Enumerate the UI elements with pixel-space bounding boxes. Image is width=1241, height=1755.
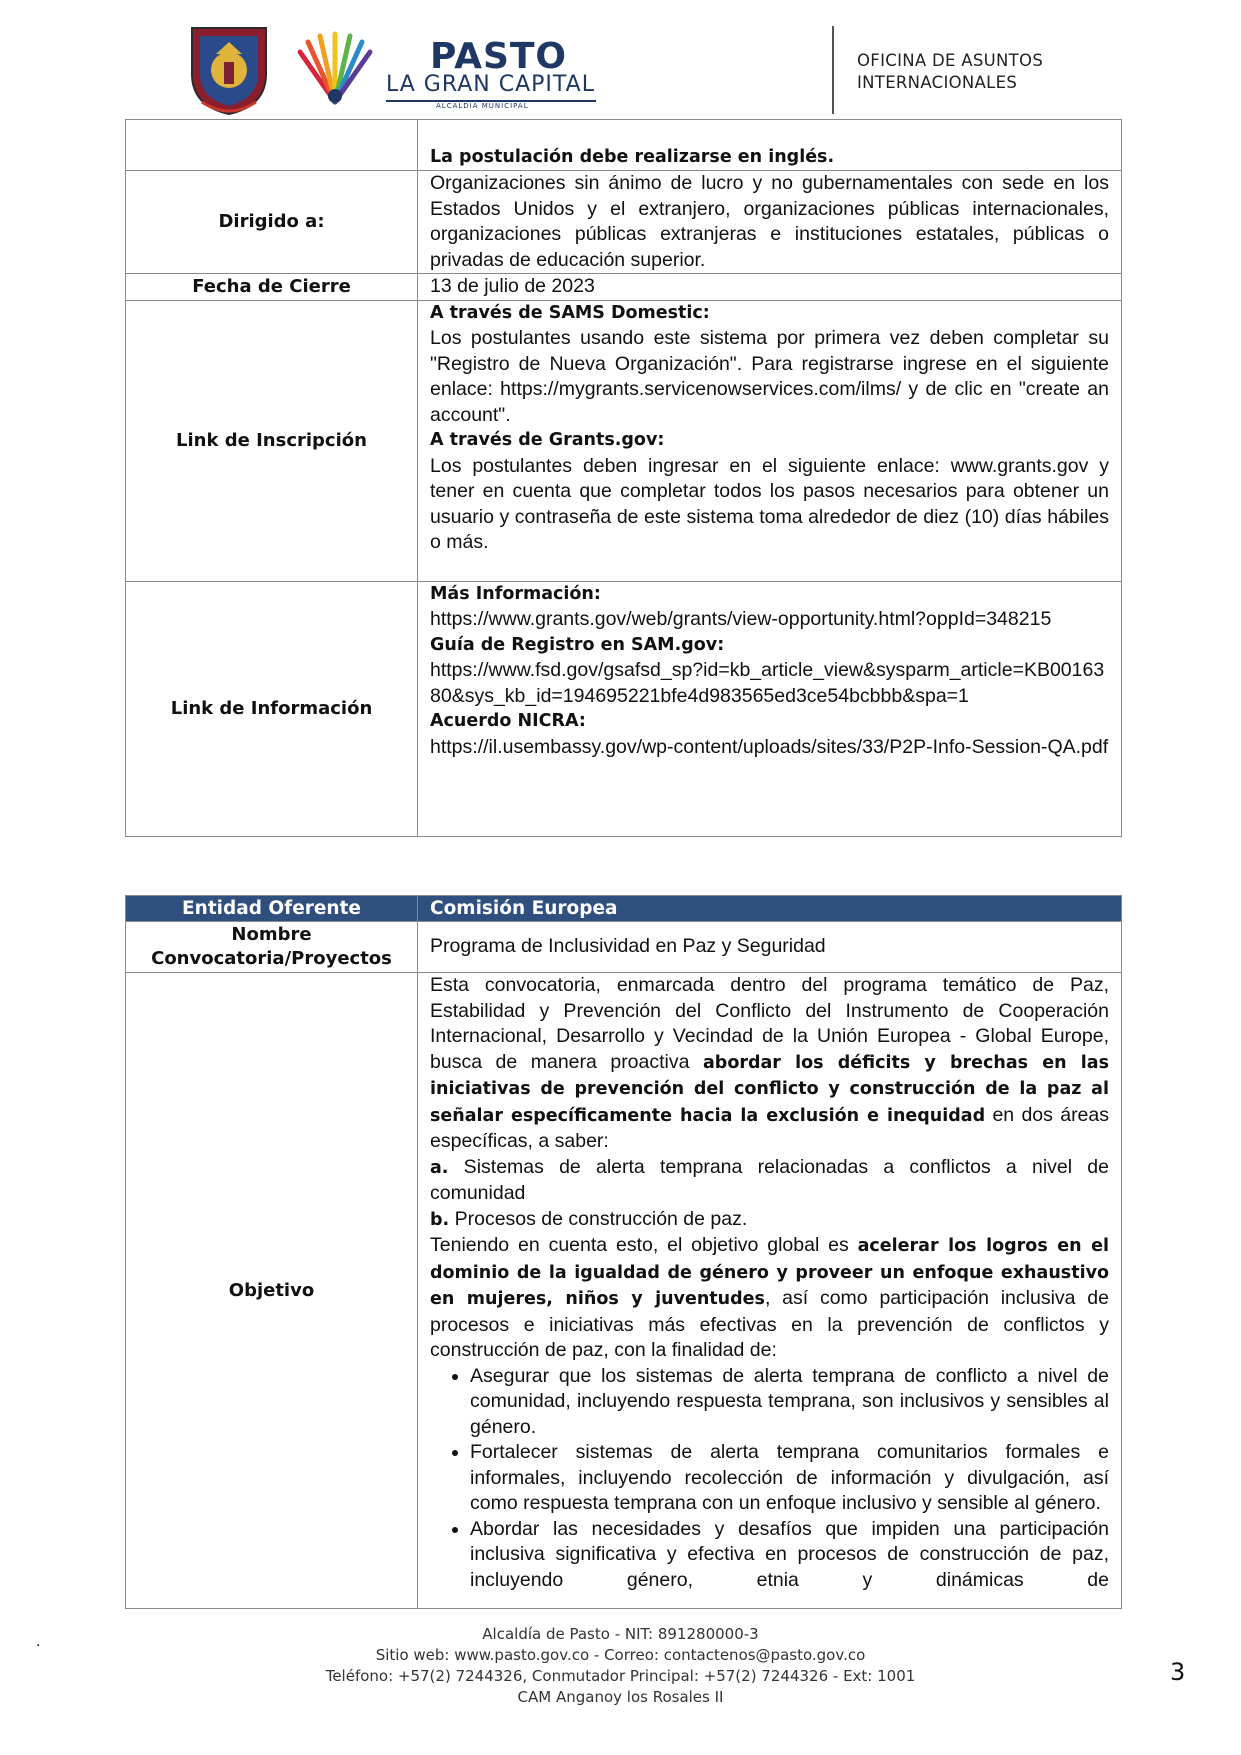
empty-label-cell xyxy=(126,120,418,171)
sams-heading: A través de SAMS Domestic: xyxy=(430,302,710,323)
footer-line-3: Teléfono: +57(2) 7244326, Conmutador Principal: +57(2) 7244326 - Ext: 1001 xyxy=(325,1667,916,1685)
link-inscripcion-value xyxy=(418,300,1122,581)
office-name-line1: OFICINA DE ASUNTOS xyxy=(857,51,1044,70)
list-item: • Abordar las necesidades y desafíos que impiden una participación inclusiva significativa y efectiva en procesos de construcción de paz, incluyendo género, etnia y dinámicas de xyxy=(470,1517,1109,1594)
page-header xyxy=(0,0,1241,120)
objetivo-paragraph-1: Esta convocatoria, enmarcada dentro del programa temático de Paz, Estabilidad y Prevención del Conflicto del Instrumento de Cooperación Internacional, Desarrollo y Vecindad de la Unión Europea - Global Europe, busca de manera proactiva abordar los déficits y brechas en las iniciativas de prevención del conflicto y construcción de la paz al señalar específicamente hacia la exclusión e inequidad en dos áreas específicas, a saber: xyxy=(430,974,1110,1152)
objetivo-item-b: b. Procesos de construcción de paz. xyxy=(430,1207,748,1230)
page-footer xyxy=(0,1624,1241,1708)
list-item: • Asegurar que los sistemas de alerta temprana de conflicto a nivel de comunidad, incluyendo respuesta temprana, son inclusivos y sensibles al género. xyxy=(470,1364,1109,1441)
grants-text: Los postulantes deben ingresar en el siguiente enlace: www.grants.gov y tener en cuenta que completar todos los pasos necesarios para obtener un usuario y contraseña de este sistema toma alrededor de diez (10) días hábiles o más. xyxy=(430,454,1109,553)
list-item: • Fortalecer sistemas de alerta temprana comunitarios formales e informales, incluyendo recolección de información y divulgación, así como respuesta temprana con un enfoque inclusivo y sensible al género. xyxy=(470,1440,1109,1517)
footer-line-2: Sitio web: www.pasto.gov.co - Correo: contactenos@pasto.gov.co xyxy=(375,1646,866,1664)
brand-subtitle: LA GRAN CAPITAL xyxy=(386,72,595,97)
table-row xyxy=(126,973,1122,1609)
nombre-label-line2: Convocatoria/Proyectos xyxy=(151,948,392,969)
grants-heading: A través de Grants.gov: xyxy=(430,430,665,450)
nombre-convocatoria-label xyxy=(126,922,418,973)
objetivo-value xyxy=(418,973,1122,1609)
entidad-oferente-value: Comisión Europea xyxy=(418,896,1122,922)
entidad-oferente-label: Entidad Oferente xyxy=(126,896,418,922)
table-row xyxy=(126,120,1122,171)
brand-tagline: ALCALDÍA MUNICIPAL xyxy=(436,102,529,110)
office-name-line2: INTERNACIONALES xyxy=(857,73,1018,92)
objetivo-item-a: a. Sistemas de alerta temprana relacionadas a conflictos a nivel de comunidad xyxy=(430,1155,1109,1204)
sun-rays-logo-icon xyxy=(290,30,380,110)
objetivo-label: Objetivo xyxy=(126,973,418,1609)
table-row xyxy=(126,171,1122,274)
nicra-heading: Acuerdo NICRA: xyxy=(430,711,586,731)
language-note: La postulación debe realizarse en inglés. xyxy=(418,120,1122,171)
office-name xyxy=(857,50,1043,94)
sams-text: Los postulantes usando este sistema por primera vez deben completar su "Registro de Nueva Organización". Para registrarse ingrese en el siguiente enlace: https://mygrants.servicenowservices.com/ilms/ y de clic en "create an account". xyxy=(430,327,1109,426)
opportunity-table xyxy=(125,895,1122,1609)
nicra-link[interactable]: https://il.usembassy.gov/wp-content/uploads/sites/33/P2P-Info-Session-QA.pdf xyxy=(430,735,1109,758)
footer-line-4: CAM Anganoy los Rosales II xyxy=(517,1688,724,1706)
coat-of-arms-icon xyxy=(186,24,272,116)
objetivo-paragraph-2: Teniendo en cuenta esto, el objetivo global es acelerar los logros en el dominio de la igualdad de género y proveer un enfoque exhaustivo en mujeres, niños y juventudes, así como participación inclusiva de procesos e iniciativas más efectivas en la prevención de conflictos y construcción de paz, con la finalidad de: xyxy=(430,1234,1109,1361)
link-informacion-value xyxy=(418,581,1122,836)
dirigido-value: Organizaciones sin ánimo de lucro y no gubernamentales con sede en los Estados Unidos y el extranjero, organizaciones públicas internacionales, organizaciones públicas extranjeras e instituciones estatales, públicas o privadas de educación superior. xyxy=(418,171,1122,274)
sam-guide-heading: Guía de Registro en SAM.gov: xyxy=(430,634,725,655)
footer-line-1: Alcaldía de Pasto - NIT: 891280000-3 xyxy=(482,1625,759,1643)
header-divider xyxy=(832,26,834,114)
margin-mark: . xyxy=(36,1634,41,1650)
table-header-row xyxy=(126,896,1122,922)
link-informacion-label: Link de Información xyxy=(126,581,418,836)
table-row xyxy=(126,922,1122,973)
info-table-continued xyxy=(125,119,1122,837)
table-row xyxy=(126,300,1122,581)
mas-info-link[interactable]: https://www.grants.gov/web/grants/view-opportunity.html?oppId=348215 xyxy=(430,608,1052,630)
nombre-convocatoria-value: Programa de Inclusividad en Paz y Seguridad xyxy=(418,922,1122,973)
link-inscripcion-label: Link de Inscripción xyxy=(126,300,418,581)
objetivo-bullet-list xyxy=(430,1364,1109,1594)
table-row xyxy=(126,274,1122,301)
nombre-label-line1: Nombre xyxy=(231,924,312,945)
page-number: 3 xyxy=(1170,1658,1186,1686)
sam-guide-link[interactable]: https://www.fsd.gov/gsafsd_sp?id=kb_article_view&sysparm_article=KB0016380&sys_kb_id=194695221bfe4d983565ed3ce54bcbbb&spa=1 xyxy=(430,659,1105,707)
fecha-cierre-value: 13 de julio de 2023 xyxy=(418,274,1122,301)
table-row xyxy=(126,581,1122,836)
mas-info-heading: Más Información: xyxy=(430,583,601,604)
dirigido-label: Dirigido a: xyxy=(126,171,418,274)
brand-title: PASTO xyxy=(430,36,568,77)
fecha-cierre-label: Fecha de Cierre xyxy=(126,274,418,301)
